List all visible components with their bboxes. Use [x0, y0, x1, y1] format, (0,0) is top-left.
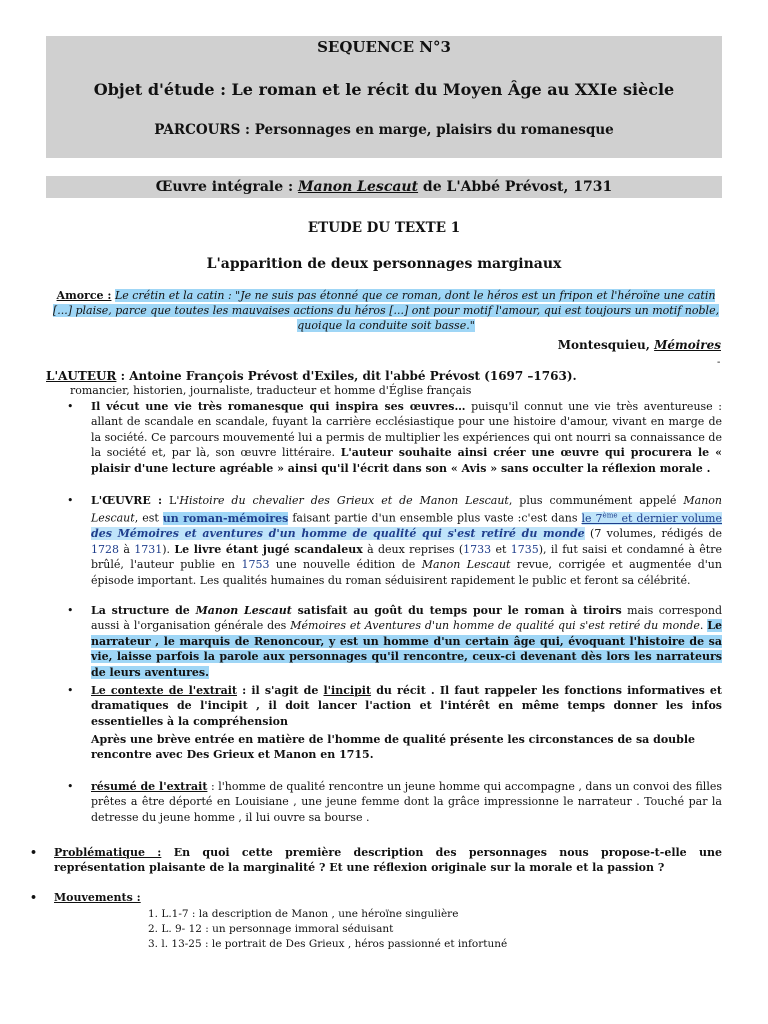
- text-seg: : il s'agit de: [236, 684, 324, 697]
- problematique-label: Problématique :: [54, 846, 162, 859]
- text-seg: faisant partie d'un ensemble plus vaste :c'est dans: [288, 512, 582, 526]
- structure-title: Manon Lescaut: [195, 604, 292, 617]
- oeuvre-l-prefix: L': [162, 494, 180, 507]
- contexte-label: Le contexte de l'extrait: [91, 684, 237, 697]
- vie-text: puisqu'il connut une vie très aventureuse : allant de scandale en scandale, fuyant la carrière ecclésiastique pour une histoire d'amour, vivant en marge de la société. Ce parcours mouvementé lui a permis de multiplier les expériences qui ont nourri sa connaissance de la société et, par là, son œuvre littéraire.: [91, 400, 722, 460]
- quote-source: [558, 338, 721, 352]
- mouvement-item: 3. l. 13-25 : le portrait de Des Grieux , héros passionné et infortuné: [148, 938, 508, 950]
- narrateur-highlight: Le narrateur , le marquis de Renoncour, y est un homme d'un certain âge qui, évoquant l'histoire de sa vie, laisse parfois la parole aux personnages qu'il rencontre, ceux-ci devenant dès lors les narrateurs de leurs aventures.: [91, 619, 723, 679]
- auteur-line: [46, 369, 722, 383]
- list-item-structure: [67, 603, 723, 680]
- bullet-icon: •: [67, 400, 74, 413]
- sequence-header: [46, 36, 722, 158]
- bullet-icon: •: [67, 780, 74, 793]
- oeuvre-prefix: Œuvre intégrale :: [155, 179, 299, 195]
- bullet-icon: •: [30, 846, 38, 859]
- text-seg: à deux reprises (: [362, 542, 464, 556]
- oeuvre-suffix: de L'Abbé Prévost, 1731: [418, 179, 613, 195]
- structure-bold: La structure de: [91, 604, 196, 617]
- list-item-resume: [67, 779, 723, 825]
- auteur-label: L'AUTEUR: [46, 369, 117, 383]
- year-1728: 1728: [91, 542, 119, 556]
- mouvement-item: 1. L.1-7 : la description de Manon , une héroïne singulière: [148, 908, 459, 920]
- amorce-text: Le crétin et la catin : "Je ne suis pas étonné que ce roman, dont le héros est un fripon et l'héroïne une catin [...] plaise, parce que toutes les mauvaises actions du héros [...] ont pour motif l'amour, qui est toujours un motif noble, quoique la conduite soit basse.": [52, 289, 720, 332]
- sequence-number: SEQUENCE N°3: [317, 38, 451, 56]
- contexte-para-2: Après une brève entrée en matière de l'homme de qualité présente les circonstances de sa double rencontre avec Des Grieux et Manon en 1715.: [91, 733, 696, 762]
- structure-bold-2: satisfait au goût du temps pour le roman à tiroirs: [291, 604, 622, 617]
- memoires-title: Mémoires et Aventures d'un homme de qualité qui s'est retiré du monde: [290, 619, 700, 633]
- full-title: Histoire du chevalier des Grieux et de Manon Lescaut: [179, 494, 509, 507]
- scandal-text: Le livre étant jugé scandaleux: [174, 542, 363, 556]
- parcours: PARCOURS : Personnages en marge, plaisirs du romanesque: [154, 122, 614, 138]
- amorce-quote: [52, 288, 720, 333]
- vie-bold-2: L'auteur souhaite ainsi créer une œuvre qui procurera le « plaisir d'une lecture agréable » ainsi qu'il l'écrit dans son « Avis » sans occulter la réflexion morale .: [91, 446, 723, 475]
- incipit: l'incipit: [323, 684, 372, 697]
- text-seg: du récit . Il faut rappeler les fonctions informatives et dramatiques de l'incipit , il doit lancer l'action et l'intérêt en même temps donner les infos essentielles à la compréhension: [91, 684, 722, 728]
- bullet-icon: •: [67, 494, 74, 507]
- list-item-vie: [67, 399, 723, 476]
- stray-dash: -: [717, 357, 721, 368]
- etude-subtitle: L'apparition de deux personnages marginaux: [206, 256, 562, 272]
- resume-text: : l'homme de qualité rencontre un jeune homme qui accompagne , dans un convoi des filles prêtes a être déporté en Louisiane , une jeune femme dont la grâce impressionne le narrateur . Touché par la detresse du jeune homme , il lui ouvre sa bourse .: [91, 780, 723, 824]
- year-1731: 1731: [134, 542, 163, 556]
- oeuvre-integrale: [46, 176, 722, 198]
- text-seg: et: [491, 542, 511, 556]
- text-seg: ), il fut saisi et condamné à être brûlé, l'auteur publie en: [91, 542, 722, 572]
- vie-bold-1: Il vécut une vie très romanesque qui inspira ses œuvres…: [91, 400, 466, 413]
- bullet-icon: •: [67, 604, 74, 617]
- bullet-icon: •: [67, 684, 74, 697]
- short-title: Manon Lescaut: [421, 558, 511, 572]
- problematique-text: En quoi cette première description des personnages nous propose-t-elle une représentation plaisante de la marginalité ? Et une réflexion originale sur la morale et la passion ?: [54, 846, 722, 874]
- mouvements-label: Mouvements :: [54, 891, 141, 904]
- roman-memoires: un roman-mémoires: [162, 512, 289, 526]
- text-seg: , plus communément appelé: [508, 494, 684, 507]
- volume-ref: [582, 512, 723, 525]
- auteur-text: : Antoine François Prévost d'Exiles, dit l'abbé Prévost (1697 –1763).: [116, 369, 577, 383]
- dernier-volume: et dernier volume: [617, 512, 722, 526]
- year-1733: 1733: [463, 542, 492, 556]
- oeuvre-title: Manon Lescaut: [298, 179, 419, 195]
- short-title: Manon Lescaut: [91, 494, 722, 526]
- list-item-contexte: [67, 683, 722, 729]
- text-seg: ).: [162, 542, 175, 556]
- problematique: [30, 845, 722, 875]
- etude-title: ETUDE DU TEXTE 1: [307, 220, 461, 236]
- list-item-oeuvre: [67, 493, 722, 588]
- text-seg: une nouvelle édition de: [269, 558, 422, 572]
- amorce-label: Amorce :: [56, 289, 112, 302]
- auteur-professions: romancier, historien, journaliste, traducteur et homme d'Église français: [70, 384, 472, 397]
- bullet-icon: •: [30, 891, 38, 904]
- year-1735: 1735: [510, 542, 539, 556]
- le7: le 7: [581, 512, 603, 526]
- year-1753: 1753: [241, 558, 270, 572]
- text-seg: .: [699, 619, 708, 633]
- text-seg: revue, corrigée et augmentée d'un épisode important. Les qualités humaines du roman séduisirent rapidement le public et feront sa célébrité.: [91, 558, 722, 587]
- source-work: Mémoires: [654, 338, 721, 352]
- memoires-title: des Mémoires et aventures d'un homme de qualité qui s'est retiré du monde: [91, 527, 585, 541]
- mouvements: [30, 890, 722, 905]
- superscript: ème: [602, 511, 618, 520]
- text-seg: mais correspond aussi à l'organisation générale des: [91, 604, 723, 633]
- source-author: Montesquieu,: [557, 338, 655, 352]
- objet-etude: Objet d'étude : Le roman et le récit du Moyen Âge au XXIe siècle: [93, 80, 675, 99]
- mouvement-item: 2. L. 9- 12 : un personnage immoral séduisant: [148, 923, 394, 935]
- text-seg: à: [119, 542, 135, 556]
- oeuvre-label: L'ŒUVRE :: [91, 494, 163, 507]
- text-seg: , est: [134, 512, 163, 526]
- text-seg: (7 volumes, rédigés de: [584, 527, 722, 541]
- resume-label: résumé de l'extrait: [91, 780, 208, 793]
